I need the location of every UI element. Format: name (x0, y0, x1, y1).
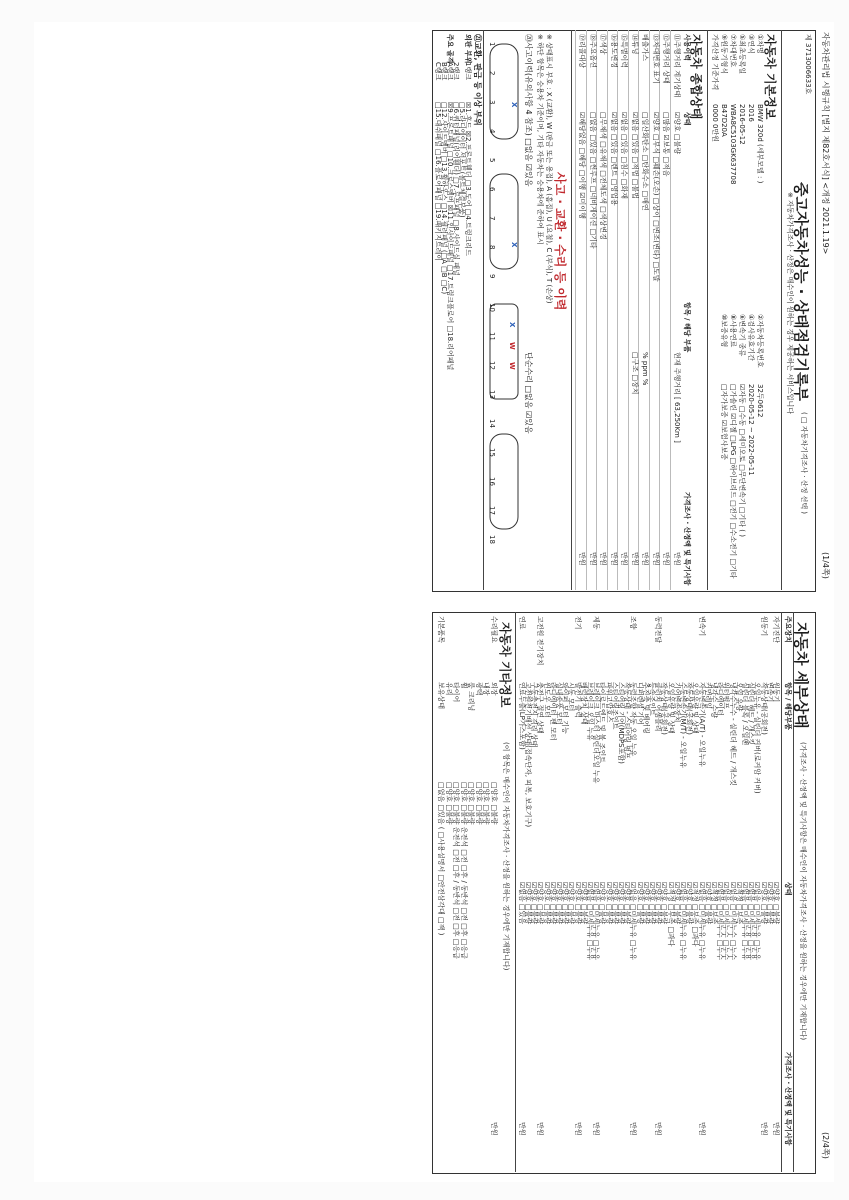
accident-note-1: ※ 상태표시 부호 : X (교환), W (판금 또는 용접), A (흠집), U (요철), C (부식), T (손상) (545, 34, 553, 304)
summary-header: 상태 (683, 112, 691, 126)
summary-state: ☑해당없음 □해당 □이행 ☑미이행 (578, 112, 587, 219)
detail-state: ☑없음 □미세누유 □누유 (753, 882, 762, 961)
detail-item: 자동변속기(A/T) - 오일누유 (697, 682, 706, 767)
summary-note: 만원 (641, 552, 650, 566)
summary-note: 만원 (610, 552, 618, 566)
detail-state: ☑적정 □부족 (734, 882, 743, 925)
other-item: 광택 (475, 682, 483, 696)
basic-label: ④검사유효기간 (747, 314, 755, 361)
basic-label: ⑧사용연료 (729, 314, 737, 348)
other-item: 룸 크리닝 (467, 682, 476, 712)
diagram-number: 3 (488, 100, 496, 105)
detail-item: 오일유량 및 상태 (666, 682, 675, 734)
diagram-number: 8 (488, 245, 496, 250)
diagram-mark-5: W (508, 362, 516, 370)
header-left: 자동차관리법 시행규칙 [별지 제82호서식] <개정 2021.1.19> (821, 32, 830, 255)
parts-side-label: 주요 골격 (446, 34, 454, 64)
diagram-number: 12 (488, 361, 496, 370)
parts-rank: C랭크 (434, 62, 442, 81)
detail-state: ☑양호 □불량 (759, 882, 768, 925)
diagram-number: 18 (488, 535, 496, 544)
other-state: □양호 □불량 (475, 782, 483, 825)
other-state: □양호 □불량 운전석 □전 □후 / 동반석 □전 □후 □응급 (460, 782, 468, 959)
detail-group: 원동기 (759, 616, 768, 637)
detail-group: 변속기 (697, 616, 706, 637)
detail-item: 동력조향 작동 오일 누유 (629, 682, 638, 757)
summary-note: 만원 (589, 552, 597, 566)
page-number-2: (2/4쪽) (821, 1132, 830, 1159)
detail-state: ☑양호 □불량 (555, 882, 563, 925)
detail-item: 연료누출(LP가스포함) (517, 682, 526, 750)
detail-item: 오일 유량 (734, 682, 743, 712)
detail-item: 시동 모터 (567, 682, 576, 712)
page1-title: 중고자동차성능 · 상태점검기록부 (792, 182, 810, 402)
basic-value: 2016-05-12 (738, 104, 746, 145)
detail-state: ☑양호 □불량 (765, 882, 774, 925)
detail-state: ☑양호 □불량 (685, 882, 694, 925)
col-header-state: 상태 (784, 882, 792, 896)
detail-state: ☑양호 □불량 (610, 882, 619, 925)
detail-state: ☑양호 □불량 (561, 882, 570, 925)
detail-state: ☑없음 □미세누유 □누유 (592, 882, 601, 961)
basic-value: 0000 0만원 (711, 104, 719, 143)
detail-item: 워터펌프 (722, 682, 731, 710)
detail-state: ☑양호 □불량 (524, 882, 532, 925)
diagram-mark-3: X (508, 322, 516, 328)
summary-label: ⑯용도변경 (610, 34, 618, 69)
diagram-number: 14 (488, 419, 496, 428)
basic-label: ⑥변속기 종류 (738, 314, 746, 357)
parts-rank: B랭크 (440, 62, 448, 81)
detail-state: ☑없음 □미세누유 □누유 (747, 882, 756, 961)
accident-history: ⑳사고이력(유의사항 4 참조) □없음 ☑있음 (524, 34, 533, 187)
detail-note: 만원 (592, 1122, 601, 1136)
diagram-number: 15 (488, 448, 496, 457)
diagram-number: 13 (488, 390, 496, 399)
summary-label: ⑰색상 (599, 34, 608, 55)
summary-label: ⑫주행거리 상태 (662, 34, 671, 84)
detail-item: 스티어링조인트 (610, 682, 619, 730)
summary-header: 사용이력 (683, 34, 691, 62)
detail-state: ☑양호 □불량 (579, 882, 588, 925)
detail-state: ☑양호 □불량 (641, 882, 650, 925)
detail-note: 만원 (697, 1122, 706, 1136)
accident-note-2: ※ 하단 항목은 승용차 기준이며, 기타 자동차는 승용차에 준하여 표시 (536, 34, 544, 245)
detail-group: 동력전달 (654, 616, 663, 644)
detail-item: 타이로드엔드 및 볼 조인트 (598, 682, 607, 764)
diagram-number: 4 (488, 129, 496, 134)
detail-state: ☑없음 □미세누유 □누유 (741, 882, 749, 961)
detail-note: 만원 (573, 1122, 582, 1136)
detail-item: 구동축전지 격리 상태 (530, 682, 539, 748)
detail-note: 만원 (772, 1122, 780, 1136)
detail-item: 브레이크 오일 누유 (586, 682, 594, 741)
basic-label: ⑩보증유형 (720, 314, 728, 348)
detail-item: 추진축 및 베어링 (641, 682, 650, 734)
summary-state: ☑양호 □부식 □훼손(오손) □상이 □변조(변타) □도말 (652, 112, 660, 282)
detail-item: 오일누유 - 실린더 커버(로커암 커버) (753, 682, 762, 794)
detail-state: ☑양호 □불량 (548, 882, 557, 925)
diagram-number: 6 (488, 187, 496, 192)
detail-state: ☑양호 □불량 (654, 882, 663, 925)
basic-section-label: 자동차 기본정보 (763, 34, 777, 120)
detail-item: 작동상태(공회전) (660, 682, 669, 735)
basic-value: ☑자동 □수동 □세미오토 □무단변속기 □기타 ( ) (738, 384, 746, 537)
summary-state: ☑없음 □있음 □렌트 □영업용 (610, 112, 618, 206)
summary-label: ⑭튜닝 (631, 34, 639, 55)
detail-item: 배력장치 상태 (579, 682, 588, 725)
basic-value: □가솔린 ☑디젤 □LPG □하이브리드 □전기 □수소전기 □기타 (729, 384, 737, 579)
summary-label: ⑬차대번호 표기 (652, 34, 660, 84)
detail-item: 원동기 (772, 682, 780, 703)
basic-label: ⑤최초등록일 (738, 34, 746, 75)
detail-item: 변속기 (765, 682, 774, 703)
detail-state: ☑없음 □미세누유 □누유 (679, 882, 687, 961)
detail-item: 실린더 블록 / 오일팬 (741, 682, 749, 746)
detail-state: ☑적정 □부족 (710, 882, 718, 925)
col-header-note: 가격조사 · 산정액 및 특기사항 (784, 1052, 792, 1146)
basic-value: BMW 320d (세부모델 : ) (756, 104, 764, 184)
diagram-number: 9 (488, 274, 496, 279)
detail-note: 만원 (536, 1122, 545, 1136)
summary-header: 항목 / 해당 부품 (683, 302, 691, 353)
summary-detail: □구조 □장치 (631, 352, 639, 395)
detail-item: 작동상태 - 스티어링 펌프 (623, 682, 632, 759)
detail-state: ☑양호 □불량 (536, 882, 545, 925)
detail-item: 스티어링 기어(MDPS포함) (617, 682, 625, 764)
detail-item: 충전구 절연 상태 (536, 682, 545, 734)
detail-item: 실린더 헤드 / 개스킷 (747, 682, 756, 746)
parts-rank: A랭크 (446, 62, 454, 81)
diagram-number: 5 (488, 158, 496, 163)
detail-state: ☑양호 □불량 (530, 882, 539, 925)
detail-state: ☑양호 □불량 (672, 882, 681, 925)
detail-item: 기어변속장치 (672, 682, 681, 723)
diagram-number: 11 (488, 332, 496, 341)
detail-item: 클러치 어셈블리 (654, 682, 663, 732)
detail-item: 브레이크 마스터 실린더오일 누유 (592, 682, 601, 784)
basic-label: 가격산정 기준가격 (711, 34, 719, 91)
detail-item: 고전원전기배선 상태(접속단자, 피복, 보호기구) (524, 682, 532, 828)
detail-item: 디퍼렌셜 기어 (635, 682, 644, 725)
car-top-view-1 (490, 44, 518, 139)
summary-note: 만원 (662, 552, 671, 566)
detail-item: 윈도우 모터 (542, 682, 551, 719)
detail-state: ☑적정 □부족 □과다 (691, 882, 700, 947)
detail-item: 와이퍼 모터 기능 (561, 682, 570, 734)
detail-item: 커먼레일 (703, 682, 712, 710)
detail-group: 자기진단 (772, 616, 780, 644)
summary-state: ☑없음 □있음 □적법 □불법 (631, 112, 639, 199)
detail-state: ☑양호 □불량 (623, 882, 632, 925)
summary-state: □많음 ☑보통 □적음 (662, 112, 671, 177)
detail-state: ☑양호 □불량 (617, 882, 625, 925)
other-item: 타이어 (452, 682, 461, 703)
detail-state: ☑양호 □불량 (567, 882, 576, 925)
basic-label: ⑦차대번호 (729, 34, 737, 68)
other-state: □양호 □불량 (490, 782, 498, 825)
detail-item: 라디에이터 팬 모터 (548, 682, 557, 741)
parts-side-label: 외판 부위 (464, 34, 472, 64)
detail-state: ☑양호 □불량 (648, 882, 656, 925)
summary-state: ☑없음 □있음 □침수 □화재 (620, 112, 629, 199)
notice: ※ 자동차가격조사 · 산정은 매수인이 원하는 경우 제공하는 서비스입니다 (786, 192, 794, 414)
detail-state: ☑양호 □불량 (660, 882, 669, 925)
summary-state: ☑양호 □불량 (673, 112, 681, 155)
summary-section-label: 자동차 종합상태 (689, 34, 703, 120)
detail-item: 발전기 출력 (573, 682, 582, 719)
diagram-number: 2 (488, 71, 496, 76)
parts-items: □6.쿼터패널(리어휀더) □7.루프패널 □8.사이드실 패널 (452, 102, 460, 276)
col-header-item: 항목 / 해당부품 (784, 682, 792, 731)
other-section-note: (이 항목은 매수인이 자동차가격조사 · 산정을 원하는 경우에만 기재합니다) (502, 742, 510, 971)
summary-label: ⑲리콜대상 (578, 34, 587, 69)
basic-label: ③연식 (747, 34, 755, 54)
detail-state: ☑양호 □불량 (604, 882, 613, 925)
diagram-mark-1: X (510, 102, 518, 108)
summary-note: 만원 (652, 552, 660, 566)
rotated-page (34, 22, 834, 1182)
detail-item: 오일유량 및 상태 (691, 682, 700, 734)
diagram-number: 16 (488, 477, 496, 486)
summary-label: ⑱주요옵션 (589, 34, 597, 69)
detail-group: 연료 (517, 616, 526, 630)
parts-items: □12.사이드멤버 □13.휠하우스 □14.필러패널 (□A □B □C) (440, 102, 448, 295)
detail-state: ☑없음 □미세누유 □누유 (586, 882, 594, 961)
detail-state: ☑양호 □불량 (703, 882, 712, 925)
summary-state: □없음 □있음 □썬루프 □네비게이션 □기타 (589, 112, 597, 249)
other-note: 만원 (490, 1122, 498, 1136)
detail-note: 만원 (654, 1122, 663, 1136)
diagram-mark-4: W (508, 342, 516, 350)
detail-state: ☑없음 □미세누유 □누유 (629, 882, 638, 961)
detail-state: ☑적정 □부족 □과다 (666, 882, 675, 947)
detail-state: ☑없음 □미세누유 □누유 (697, 882, 706, 961)
detail-state: ☑없음 □미세누수 □누수 (722, 882, 731, 961)
other-group: 기본품목 (437, 616, 446, 644)
detail-item: 라디에이터 (716, 682, 725, 716)
parts-items: □15.대쉬패널 □16.플로어패널 □19.패키지트레이 (434, 102, 442, 262)
summary-label: ⑮특별이력 (620, 34, 629, 69)
other-item: 휠 (460, 682, 468, 689)
summary-state: □무채색 □유채색 □전체도색 □색상변경 (599, 112, 608, 240)
detail-state: ☑양호 □불량 (635, 882, 644, 925)
detail-item: 냉각수 수량 (710, 682, 718, 719)
other-state: □양호 □불량 (482, 782, 491, 825)
summary-state: □일산화탄소 □탄화수소 □매연 (641, 112, 650, 211)
basic-label: ⑨원동기형식 (720, 34, 728, 75)
detail-state: ☑없음 □미세누수 □누수 (728, 882, 737, 961)
basic-value: B47D20A (720, 104, 728, 137)
detail-note: 만원 (517, 1122, 526, 1136)
summary-label: 배출가스 (641, 34, 650, 62)
detail-state: ☑양호 □불량 (772, 882, 780, 925)
other-item: 보유상태 (437, 682, 446, 710)
parts-title: ㉑교환, 판금 등 이상 부위 (473, 34, 482, 126)
diagram-number: 10 (488, 303, 496, 312)
other-state: □양호 □불량 (467, 782, 476, 825)
diagram-number: 7 (488, 216, 496, 221)
summary-detail: % ppm % (641, 352, 650, 386)
detail-item: 실내송풍 모터 (555, 682, 563, 725)
other-item: 유리 (445, 682, 453, 696)
summary-detail: 현재 주행거리 [ 63,250Km ] (673, 352, 681, 443)
simple-repair: 단순수리 □없음 ☑있음 (524, 352, 533, 434)
summary-header: 가격조사 · 산정액 및 특기사항 (683, 492, 691, 586)
detail-state: ☑없음 □미세누수 □누수 (716, 882, 725, 961)
parts-rank: 2랭크 (452, 62, 460, 80)
diagram-number: 17 (488, 506, 496, 515)
title-options: ( □ 자동차기격조사 · 산정 선택 ) (800, 412, 808, 515)
other-state: □없음 □있음 ( □사용설명서 □안전삼각대 □잭 ) (437, 782, 446, 936)
detail-item: 작동상태(공회전) (685, 682, 694, 735)
summary-note: 만원 (599, 552, 608, 566)
col-header-group: 주요장치 (784, 616, 792, 644)
detail-group: 제동 (592, 616, 601, 630)
basic-label: ①차명 (756, 34, 764, 54)
diagram-number: 1 (488, 42, 496, 47)
diagram-mark-2: X (510, 242, 518, 248)
parts-items: ☒1.후드 ☒2.프론트휀더 □3.도어 □4.트렁크리드 (464, 102, 472, 256)
summary-note: 만원 (578, 552, 587, 566)
detail-note: 만원 (629, 1122, 638, 1136)
basic-value: 2016 (747, 104, 755, 122)
detail-item: 등속조인트 (648, 682, 656, 716)
detail-item: 파워고압호스 (604, 682, 613, 723)
other-group: 수리필요 (490, 616, 498, 644)
detail-item: 작동상태(공회전) (759, 682, 768, 735)
other-section-label: 자동차 기타정보 (498, 622, 512, 708)
other-item: 외장 (490, 682, 498, 696)
page-number-1: (1/4쪽) (821, 552, 830, 579)
basic-value: □자가보증 ☑보험사보증 (720, 384, 728, 460)
summary-note: 만원 (673, 552, 681, 566)
detail-item: 냉각수누수 - 실린더 헤드 / 개스킷 (728, 682, 737, 786)
page2-title-note: (가격조사 · 산정액 및 특기사항은 매수인이 자동차가격조사 · 산정을 원하는 경우에만 기재합니다) (799, 742, 807, 1041)
summary-note: 만원 (631, 552, 639, 566)
parts-items: □5.라디에이터 서포트(볼트체결부품) (458, 102, 466, 218)
detail-state: ☑양호 □불량 (542, 882, 551, 925)
accident-section-label: 사고 · 교환 · 수리 등 이력 (553, 172, 567, 311)
other-state: □양호 □불량 (445, 782, 453, 825)
summary-note: 만원 (620, 552, 629, 566)
detail-state: ☑양호 □불량 (598, 882, 607, 925)
page2-title: 자동차 세부상태 (792, 622, 810, 729)
other-state: □양호 □불량 운전석 □전 □후 / 동반석 □전 □후 □응급 (452, 782, 461, 959)
basic-label: ②자동차등록번호 (756, 314, 764, 368)
detail-note: 만원 (759, 1122, 768, 1136)
detail-group: 고전원 전기장치 (536, 616, 545, 666)
basic-value: 2020-05-12 ~ 2022-05-11 (747, 384, 755, 476)
detail-state: ☑없음 □있음 (517, 882, 526, 925)
detail-group: 전기 (573, 616, 582, 630)
summary-label: ⑪주행거리 계기상태 (673, 34, 681, 98)
detail-item: 수동변속기(M/T) - 오일누유 (679, 682, 687, 768)
parts-rank: 1랭크 (464, 62, 472, 80)
basic-value: 32두0612 (756, 384, 764, 418)
parts-items: ☒9.프론트패널 □10.크로스멤버 ☒11.인사이드패널 □17.트렁크플로어 □18.리어패널 (446, 102, 454, 371)
doc-number: 제 3713006633호 (804, 34, 812, 95)
other-item: 내장 (482, 682, 491, 696)
basic-value: WBA8C5103GK637708 (729, 104, 737, 185)
car-underbody-view (490, 304, 518, 399)
detail-group: 조향 (629, 616, 638, 630)
detail-state: ☑양호 □불량 (573, 882, 582, 925)
